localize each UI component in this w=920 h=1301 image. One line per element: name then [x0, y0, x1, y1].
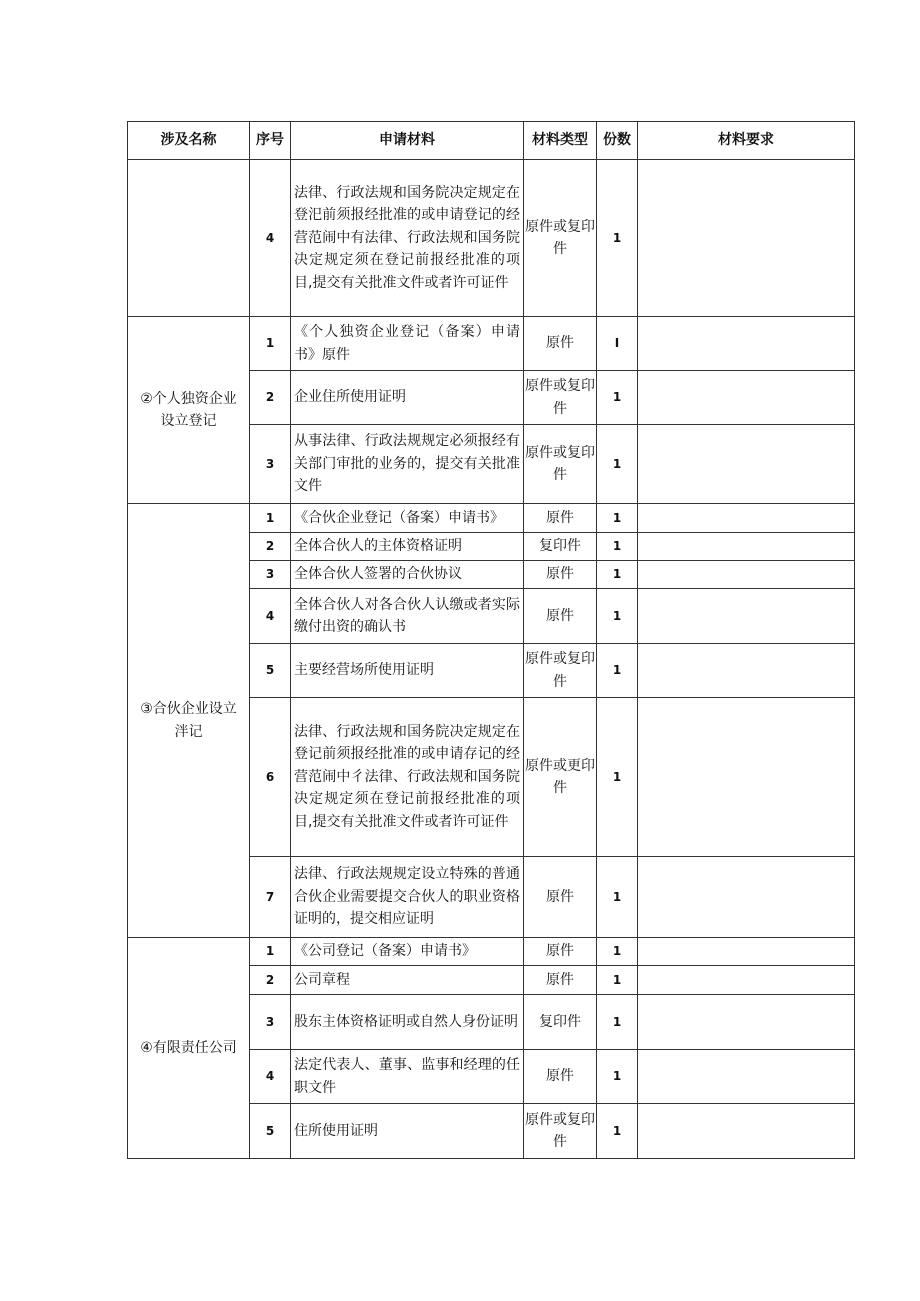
requirement-cell [638, 644, 855, 698]
count-cell: 1 [597, 857, 638, 938]
count-cell: 1 [597, 966, 638, 995]
type-cell: 原件 [524, 857, 597, 938]
count-cell: I [597, 317, 638, 371]
material-cell: 企业住所使用证明 [291, 371, 524, 425]
type-cell: 原件 [524, 966, 597, 995]
count-cell: 1 [597, 1050, 638, 1104]
material-cell: 法定代表人、董事、监事和经理的任职文件 [291, 1050, 524, 1104]
row-number: 6 [250, 698, 291, 857]
count-cell: 1 [597, 938, 638, 966]
requirement-cell [638, 1104, 855, 1159]
type-cell: 原件 [524, 561, 597, 589]
table-row [128, 504, 855, 533]
material-cell: 全体合伙人对各合伙人认缴或者实际缴付出资的确认书 [291, 589, 524, 644]
row-number: 1 [250, 938, 291, 966]
requirement-cell [638, 561, 855, 589]
row-number: 5 [250, 644, 291, 698]
count-cell: 1 [597, 160, 638, 317]
type-cell: 原件或复印件 [524, 644, 597, 698]
row-number: 3 [250, 995, 291, 1050]
requirement-cell [638, 589, 855, 644]
count-cell: 1 [597, 561, 638, 589]
row-number: 1 [250, 317, 291, 371]
row-number: 1 [250, 504, 291, 533]
material-cell: 全体合伙人的主体资格证明 [291, 533, 524, 561]
material-cell: 《公司登记（备案）申请书》 [291, 938, 524, 966]
type-cell: 原件 [524, 317, 597, 371]
type-cell: 复印件 [524, 533, 597, 561]
requirement-cell [638, 966, 855, 995]
header-count: 份数 [597, 122, 638, 160]
type-cell: 原件或复印件 [524, 371, 597, 425]
count-cell: 1 [597, 371, 638, 425]
header-material: 申请材料 [291, 122, 524, 160]
type-cell: 复印件 [524, 995, 597, 1050]
table-row [128, 317, 855, 371]
row-number: 4 [250, 160, 291, 317]
count-cell: 1 [597, 644, 638, 698]
requirement-cell [638, 995, 855, 1050]
count-cell: 1 [597, 425, 638, 504]
requirement-cell [638, 504, 855, 533]
material-cell: 《合伙企业登记（备案）申请书》 [291, 504, 524, 533]
count-cell: 1 [597, 504, 638, 533]
count-cell: 1 [597, 698, 638, 857]
row-number: 4 [250, 1050, 291, 1104]
requirement-cell [638, 938, 855, 966]
group-name [128, 160, 250, 317]
material-cell: 住所使用证明 [291, 1104, 524, 1159]
type-cell: 原件 [524, 504, 597, 533]
type-cell: 原件 [524, 589, 597, 644]
material-cell: 法律、行政法规和国务院决定规定在登汜前须报经批准的或申请登记的经营范闹中有法律、行政法规和国务院决定规定须在登记前报经批准的项目,提交有关批准文件或者许可证件 [291, 160, 524, 317]
count-cell: 1 [597, 1104, 638, 1159]
material-cell: 法律、行政法规和国务院决定规定在登记前须报经批准的或申请存记的经营范闹中彳法律、行政法规和国务院决定规定须在登记前报经批准的项目,提交有关批准文件或者许可证件 [291, 698, 524, 857]
header-row [128, 122, 855, 160]
type-cell: 原件 [524, 938, 597, 966]
type-cell: 原件或复印件 [524, 160, 597, 317]
count-cell: 1 [597, 589, 638, 644]
material-cell: 《个人独资企业登记（备案）申请书》原件 [291, 317, 524, 371]
material-cell: 股东主体资格证明或自然人身份证明 [291, 995, 524, 1050]
row-number: 2 [250, 533, 291, 561]
count-cell: 1 [597, 533, 638, 561]
material-cell: 法律、行政法规规定设立特殊的普通合伙企业需要提交合伙人的职业资格证明的，提交相应证明 [291, 857, 524, 938]
type-cell: 原件或复印件 [524, 425, 597, 504]
material-cell: 主要经营场所使用证明 [291, 644, 524, 698]
group-name: ②个人独资企业设立登记 [128, 317, 250, 504]
row-number: 7 [250, 857, 291, 938]
header-name: 涉及名称 [128, 122, 250, 160]
type-cell: 原件或更印件 [524, 698, 597, 857]
requirement-cell [638, 160, 855, 317]
requirement-cell [638, 698, 855, 857]
group-name: ④有限责任公司 [128, 938, 250, 1159]
row-number: 2 [250, 966, 291, 995]
requirement-cell [638, 371, 855, 425]
requirement-cell [638, 425, 855, 504]
header-requirement: 材料要求 [638, 122, 855, 160]
material-cell: 公司章程 [291, 966, 524, 995]
requirement-cell [638, 1050, 855, 1104]
row-number: 3 [250, 561, 291, 589]
row-number: 4 [250, 589, 291, 644]
materials-table [127, 121, 855, 1159]
requirement-cell [638, 317, 855, 371]
header-type: 材料类型 [524, 122, 597, 160]
row-number: 3 [250, 425, 291, 504]
row-number: 5 [250, 1104, 291, 1159]
type-cell: 原件或复印件 [524, 1104, 597, 1159]
type-cell: 原件 [524, 1050, 597, 1104]
material-cell: 全体合伙人签署的合伙协议 [291, 561, 524, 589]
count-cell: 1 [597, 995, 638, 1050]
row-number: 2 [250, 371, 291, 425]
requirement-cell [638, 533, 855, 561]
header-no: 序号 [250, 122, 291, 160]
table-row [128, 938, 855, 966]
table-row [128, 160, 855, 317]
material-cell: 从事法律、行政法规规定必须报经有关部门审批的业务的，提交有关批准文件 [291, 425, 524, 504]
group-name: ③合伙企业设立泮记 [128, 504, 250, 938]
requirement-cell [638, 857, 855, 938]
